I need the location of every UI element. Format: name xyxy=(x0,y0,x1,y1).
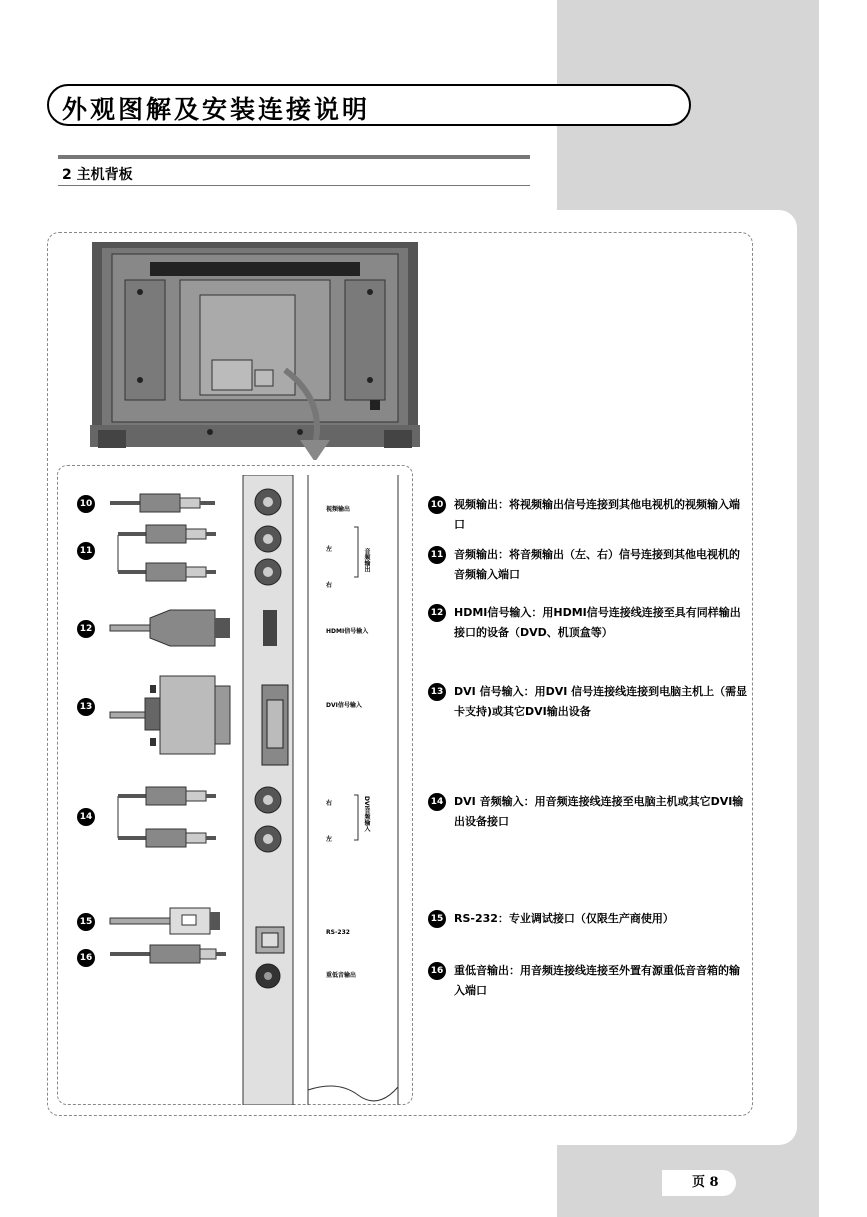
connector-number-11: 11 xyxy=(77,542,95,560)
connector-number-14: 14 xyxy=(77,808,95,826)
connector-number-13: 13 xyxy=(77,698,95,716)
panel-label-dvi-in: DVI信号输入 xyxy=(326,702,362,709)
page-number: 页 8 xyxy=(662,1170,736,1196)
panel-label-right: 右 xyxy=(326,582,333,589)
description-number: 16 xyxy=(428,962,446,980)
panel-label-audio-out: 音频输出 xyxy=(363,548,370,572)
description-number: 14 xyxy=(428,793,446,811)
rca-cable-11 xyxy=(118,525,216,581)
rca-cable-10 xyxy=(110,494,215,512)
tv-rear-illustration xyxy=(90,240,420,460)
description-number: 13 xyxy=(428,683,446,701)
rca-cable-16 xyxy=(110,945,226,963)
rca-cable-14 xyxy=(118,787,216,847)
panel-label-rs232: RS-232 xyxy=(326,929,350,936)
description-text: DVI 信号输入：用DVI 信号连接线连接到电脑主机上（需显卡支持)或其它DVI输出设备 xyxy=(454,685,748,718)
page-title: 外观图解及安装连接说明 xyxy=(62,95,371,124)
description-14 xyxy=(428,792,748,832)
description-11 xyxy=(428,545,748,585)
description-10 xyxy=(428,495,748,535)
hdmi-cable-12 xyxy=(110,610,230,646)
rear-panel-strip xyxy=(238,475,418,1105)
panel-label-dvi-right: 右 xyxy=(326,800,333,807)
panel-label-sub-out: 重低音输出 xyxy=(326,972,357,979)
section-title: 2 主机背板 xyxy=(62,167,133,183)
description-12 xyxy=(428,603,748,643)
rs232-cable-15 xyxy=(110,908,220,934)
panel-label-dvi-audio-in: DVI音频输入 xyxy=(363,796,370,832)
description-text: 音频输出：将音频输出（左、右）信号连接到其他电视机的音频输入端口 xyxy=(454,548,740,581)
cable-illustrations xyxy=(100,480,240,870)
dvi-cable-13 xyxy=(110,676,230,754)
connector-number-12: 12 xyxy=(77,620,95,638)
description-number: 11 xyxy=(428,546,446,564)
description-text: 视频输出：将视频输出信号连接到其他电视机的视频输入端口 xyxy=(454,498,740,531)
section-rule-top xyxy=(58,155,530,159)
description-text: 重低音输出：用音频连接线连接至外置有源重低音音箱的输入端口 xyxy=(454,964,740,997)
description-13 xyxy=(428,682,748,722)
cable-illustrations-lower xyxy=(100,900,240,970)
description-16 xyxy=(428,961,748,1001)
panel-label-left: 左 xyxy=(326,546,333,553)
section-rule-bottom xyxy=(58,185,530,186)
description-number: 15 xyxy=(428,910,446,928)
description-number: 12 xyxy=(428,604,446,622)
description-text: HDMI信号输入：用HDMI信号连接线连接至具有同样输出接口的设备（DVD、机顶盒等） xyxy=(454,606,741,639)
panel-label-dvi-left: 左 xyxy=(326,836,333,843)
panel-label-hdmi-in: HDMI信号输入 xyxy=(326,628,369,635)
description-15 xyxy=(428,909,748,929)
connector-number-16: 16 xyxy=(77,949,95,967)
panel-label-video-out: 视频输出 xyxy=(326,506,351,513)
description-text: DVI 音频输入：用音频连接线连接至电脑主机或其它DVI输出设备接口 xyxy=(454,795,744,828)
description-text: RS-232：专业调试接口（仅限生产商使用） xyxy=(454,912,674,925)
description-number: 10 xyxy=(428,496,446,514)
connector-number-15: 15 xyxy=(77,913,95,931)
connector-number-10: 10 xyxy=(77,495,95,513)
